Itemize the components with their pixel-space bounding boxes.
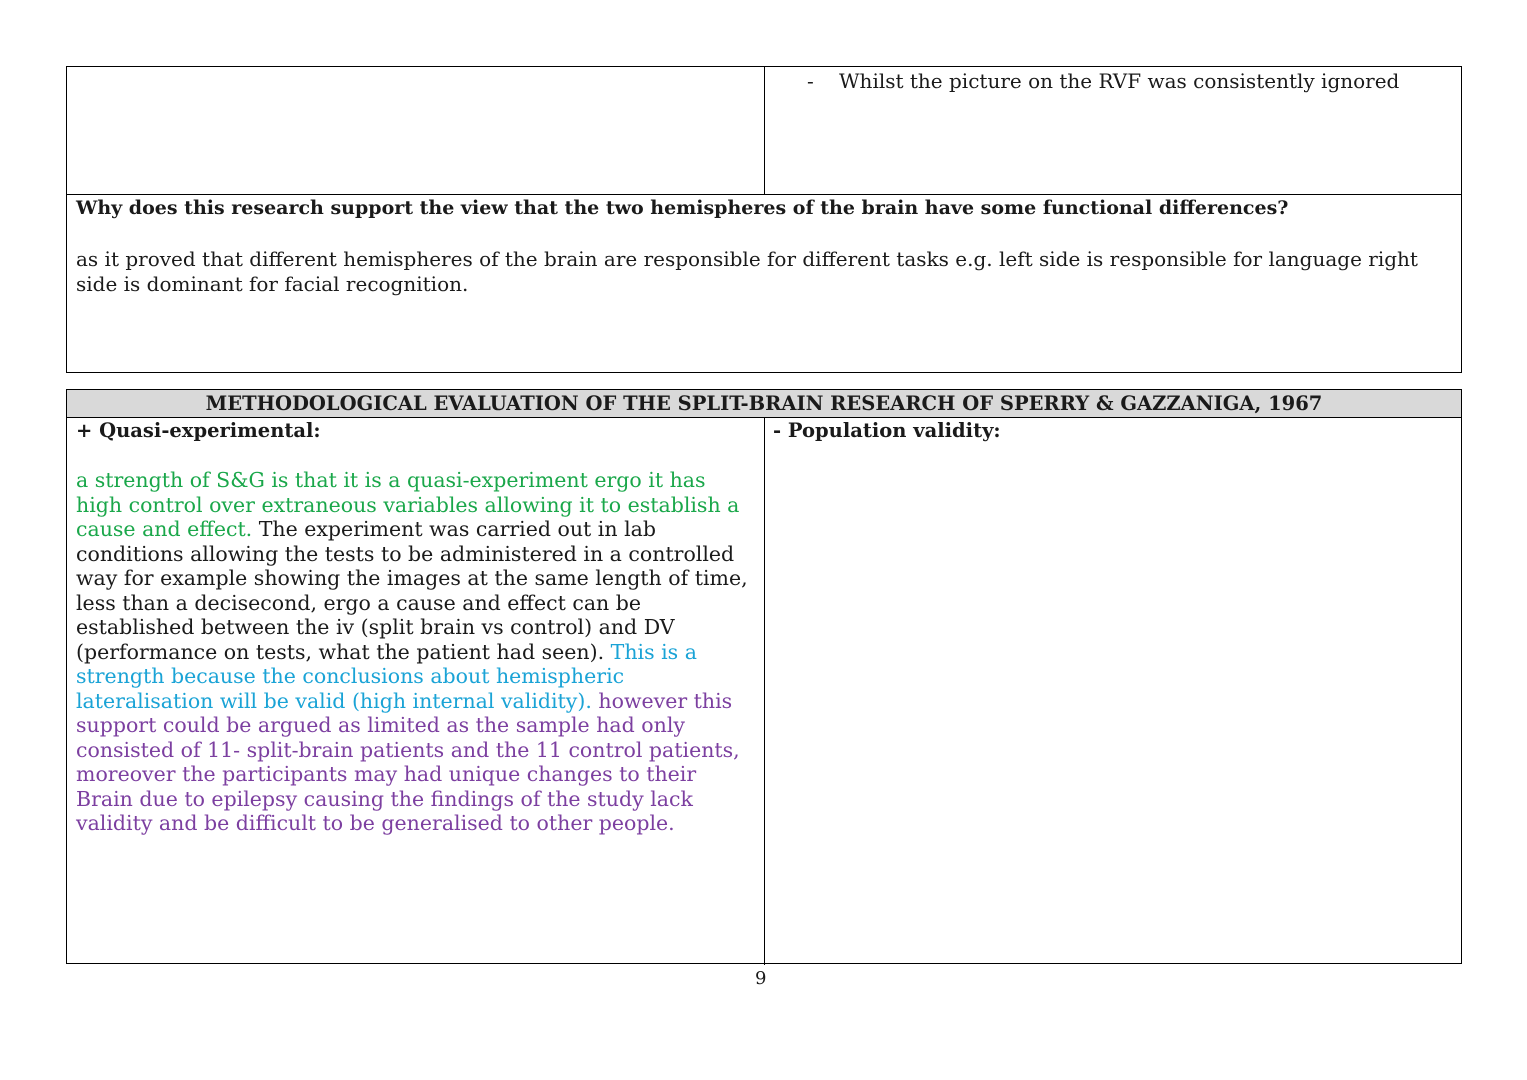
answer-text: as it proved that different hemispheres of the brain are responsible for different tasks e.g. left side is responsible for language right side is dominant for facial recognition. [76, 247, 1418, 296]
bullet-item [807, 69, 1399, 93]
quasi-experimental-label: + Quasi-experimental: [76, 419, 321, 442]
question-heading: Why does this research support the view that the two hemispheres of the brain have some functional differences? [76, 197, 1289, 219]
evaluation-paragraph [76, 468, 758, 836]
evaluation-header: METHODOLOGICAL EVALUATION OF THE SPLIT-BRAIN RESEARCH OF SPERRY & GAZZANIGA, 1967 [67, 390, 1461, 418]
top-table [66, 66, 1462, 373]
page-number: 9 [755, 968, 767, 989]
evaluation-table [66, 389, 1462, 964]
counterpoint-text: however this support could be argued as limited as the sample had only consisted of 11- split-brain patients and the 11 control patients, moreover the participants may had unique changes to their Brain due to epilepsy causing the findings of the study lack validity and be difficult to be generalised to other people. [76, 688, 740, 835]
explanation-text: This is a strength because the conclusions about hemispheric lateralisation will be valid (high internal validity). [76, 639, 697, 713]
evidence-text: The experiment was carried out in lab conditions allowing the tests to be administered in a controlled way for example showing the images at the same length of time, less than a decisecond, ergo a cause and effect can be established between the iv (split brain vs control) and DV (performance on tests, what the patient had seen). [76, 517, 748, 664]
strength-point: a strength of S&G is that it is a quasi-experiment ergo it has high control over extraneous variables allowing it to establish a cause and effect. [76, 468, 740, 541]
bullet-dash: - [807, 69, 814, 93]
column-divider [764, 67, 765, 195]
population-validity-label: - Population validity: [773, 419, 1001, 442]
bullet-text: Whilst the picture on the RVF was consistently ignored [839, 69, 1400, 93]
column-divider [764, 417, 765, 965]
